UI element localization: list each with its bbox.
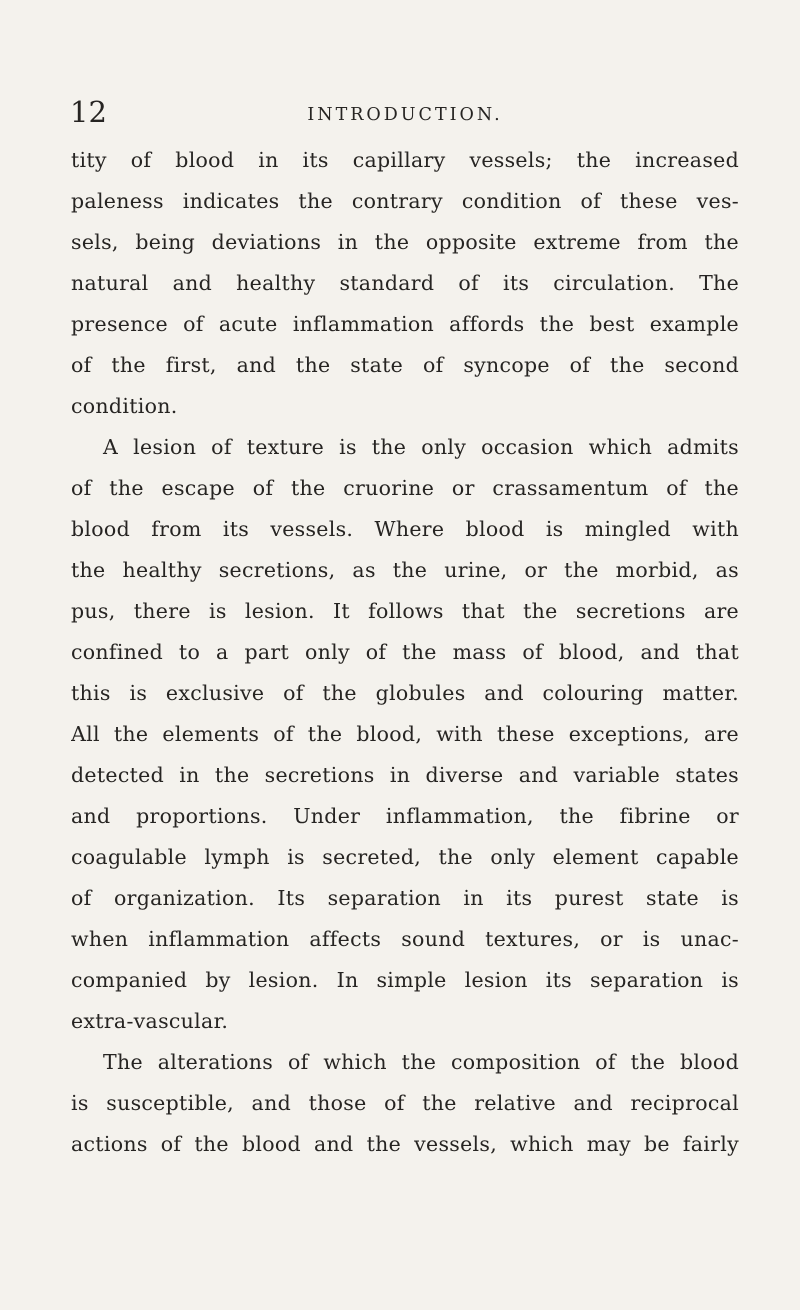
text-line: The alterations of which the composition of the blood [103,1050,739,1074]
running-head [70,92,740,132]
text-line: actions of the blood and the vessels, which may be fairly [71,1132,739,1156]
text-line: sels, being deviations in the opposite extreme from the [71,230,739,254]
running-title: INTRODUCTION. [307,105,503,125]
text-line: of organization. Its separation in its purest state is [71,886,739,910]
text-line: tity of blood in its capillary vessels; the increased [71,148,739,172]
text-line: and proportions. Under inflammation, the fibrine or [71,804,739,828]
text-line: of the escape of the cruorine or crassamentum of the [71,476,739,500]
text-line: is susceptible, and those of the relative and reciprocal [71,1091,739,1115]
text-line: when inflammation affects sound textures, or is unac- [71,927,739,951]
body-text [71,140,739,1165]
text-line: the healthy secretions, as the urine, or the morbid, as [71,558,739,582]
text-line: companied by lesion. In simple lesion its separation is [71,968,739,992]
text-line: condition. [71,394,178,418]
text-line: natural and healthy standard of its circulation. The [71,271,739,295]
text-line: A lesion of texture is the only occasion which admits [103,435,739,459]
text-line: blood from its vessels. Where blood is mingled with [71,517,739,541]
page-number: 12 [70,95,107,129]
text-line: of the first, and the state of syncope of the second [71,353,739,377]
text-line: coagulable lymph is secreted, the only element capable [71,845,739,869]
text-line: All the elements of the blood, with these exceptions, are [71,722,739,746]
text-line: presence of acute inflammation affords the best example [71,312,739,336]
text-line: paleness indicates the contrary condition of these ves- [71,189,739,213]
text-line: this is exclusive of the globules and colouring matter. [71,681,739,705]
text-line: confined to a part only of the mass of blood, and that [71,640,739,664]
text-line: extra-vascular. [71,1009,229,1033]
text-line: detected in the secretions in diverse and variable states [71,763,739,787]
text-line: pus, there is lesion. It follows that the secretions are [71,599,739,623]
